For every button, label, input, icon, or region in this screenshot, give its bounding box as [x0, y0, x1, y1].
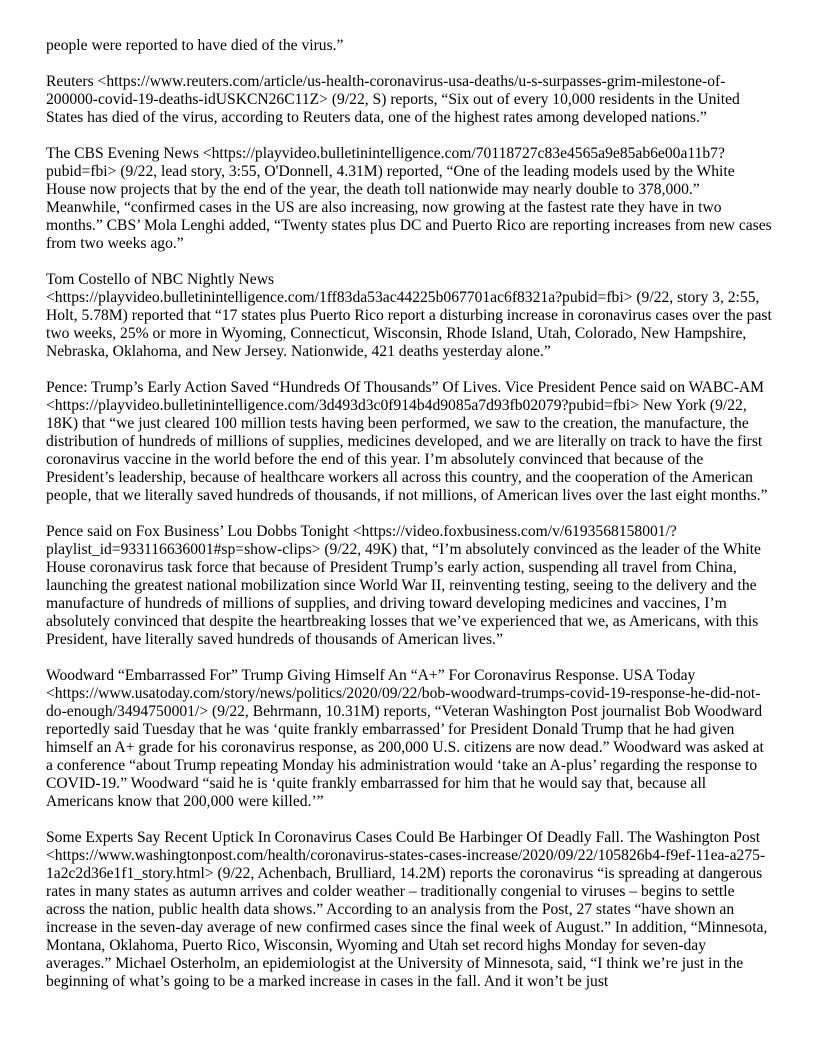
paragraph-washington-post-uptick: Some Experts Say Recent Uptick In Coronavirus Cases Could Be Harbinger Of Deadly Fall. The Washington Post <https://www.washingtonpost.com/health/coronavirus-states-cases-increase/2020/09/22/105826b4-f9ef-11ea-a275-1a2c2d36e1f1_story.html> (9/22, Achenbach, Brulliard, 14.2M) reports the coronavirus “is spreading at dangerous rates in many states as autumn arrives and colder weather – traditionally congenial to viruses – begins to settle across the nation, public health data shows.” According to an analysis from the Post, 27 states “have shown an increase in the seven-day average of new confirmed cases since the final week of August.” In addition, “Minnesota, Montana, Oklahoma, Puerto Rico, Wisconsin, Wyoming and Utah set record highs Monday for seven-day averages.” Michael Osterholm, an epidemiologist at the University of Minnesota, said, “I think we’re just in the beginning of what’s going to be a marked increase in cases in the fall. And it won’t be just	[46, 829, 768, 990]
paragraph-pence-fox-business: Pence said on Fox Business’ Lou Dobbs Tonight <https://video.foxbusiness.com/v/6193568158001/?playlist_id=933116636001#sp=show-clips> (9/22, 49K) that, “I’m absolutely convinced as the leader of the White House coronavirus task force that because of President Trump’s early action, suspending all travel from China, launching the greatest national mobilization since World War II, reinventing testing, seeing to the delivery and the manufacture of hundreds of millions of supplies, and driving toward developing medicines and vaccines, I’m absolutely convinced that despite the heartbreaking losses that we’ve experienced that we, as Americans, with this President, have literally saved hundreds of thousands of American lives.”	[46, 523, 761, 648]
paragraph-nbc-nightly-news: Tom Costello of NBC Nightly News <https://playvideo.bulletinintelligence.com/1ff83da53ac44225b067701ac6f8321a?pubid=fbi> (9/22, story 3, 2:55, Holt, 5.78M) reported that “17 states plus Puerto Rico report a disturbing increase in coronavirus cases over the past two weeks, 25% or more in Wyoming, Connecticut, Wisconsin, Rhode Island, Utah, Colorado, New Hampshire, Nebraska, Oklahoma, and New Jersey. Nationwide, 421 deaths yesterday alone.”	[46, 271, 772, 360]
paragraph-cbs-evening-news: The CBS Evening News <https://playvideo.bulletinintelligence.com/70118727c83e4565a9e85ab6e00a11b7?pubid=fbi> (9/22, lead story, 3:55, O'Donnell, 4.31M) reported, “One of the leading models used by the White House now projects that by the end of the year, the death toll nationwide may nearly double to 378,000.” Meanwhile, “confirmed cases in the US are also increasing, now growing at the fastest rate they have in two months.” CBS’ Mola Lenghi added, “Twenty states plus DC and Puerto Rico are reporting increases from new cases from two weeks ago.”	[46, 145, 772, 252]
paragraph-woodward-usa-today: Woodward “Embarrassed For” Trump Giving Himself An “A+” For Coronavirus Response. USA Today <https://www.usatoday.com/story/news/politics/2020/09/22/bob-woodward-trumps-covid-19-response-he-did-not-do-enough/3494750001/> (9/22, Behrmann, 10.31M) reports, “Veteran Washington Post journalist Bob Woodward reportedly said Tuesday that he was ‘quite frankly embarrassed’ for President Donald Trump that he had given himself an A+ grade for his coronavirus response, as 200,000 U.S. citizens are now dead.” Woodward was asked at a conference “about Trump repeating Monday his administration would ‘take an A-plus’ regarding the response to COVID-19.” Woodward “said he is ‘quite frankly embarrassed for him that he would say that, because all Americans know that 200,000 were killed.’”	[46, 667, 764, 810]
paragraph-reuters: Reuters <https://www.reuters.com/article/us-health-coronavirus-usa-deaths/u-s-surpasses-grim-milestone-of-200000-covid-19-deaths-idUSKCN26C11Z> (9/22, S) reports, “Six out of every 10,000 residents in the United States has died of the virus, according to Reuters data, one of the highest rates among developed nations.”	[46, 73, 740, 126]
paragraph-death-toll-continuation: people were reported to have died of the virus.”	[46, 37, 344, 54]
document-page	[46, 37, 774, 1009]
paragraph-pence-wabc: Pence: Trump’s Early Action Saved “Hundreds Of Thousands” Of Lives. Vice President Pence said on WABC-AM <https://playvideo.bulletinintelligence.com/3d493d3c0f914b4d9085a7d93fb02079?pubid=fbi> New York (9/22, 18K) that “we just cleared 100 million tests having been performed, we saw to the creation, the manufacture, the distribution of hundreds of millions of supplies, medicines developed, and we are literally on track to have the first coronavirus vaccine in the world before the end of this year. I’m absolutely convinced that because of the President’s leadership, because of healthcare workers all across this country, and the cooperation of the American people, that we literally saved hundreds of thousands, if not millions, of American lives over the last eight months.”	[46, 379, 768, 504]
